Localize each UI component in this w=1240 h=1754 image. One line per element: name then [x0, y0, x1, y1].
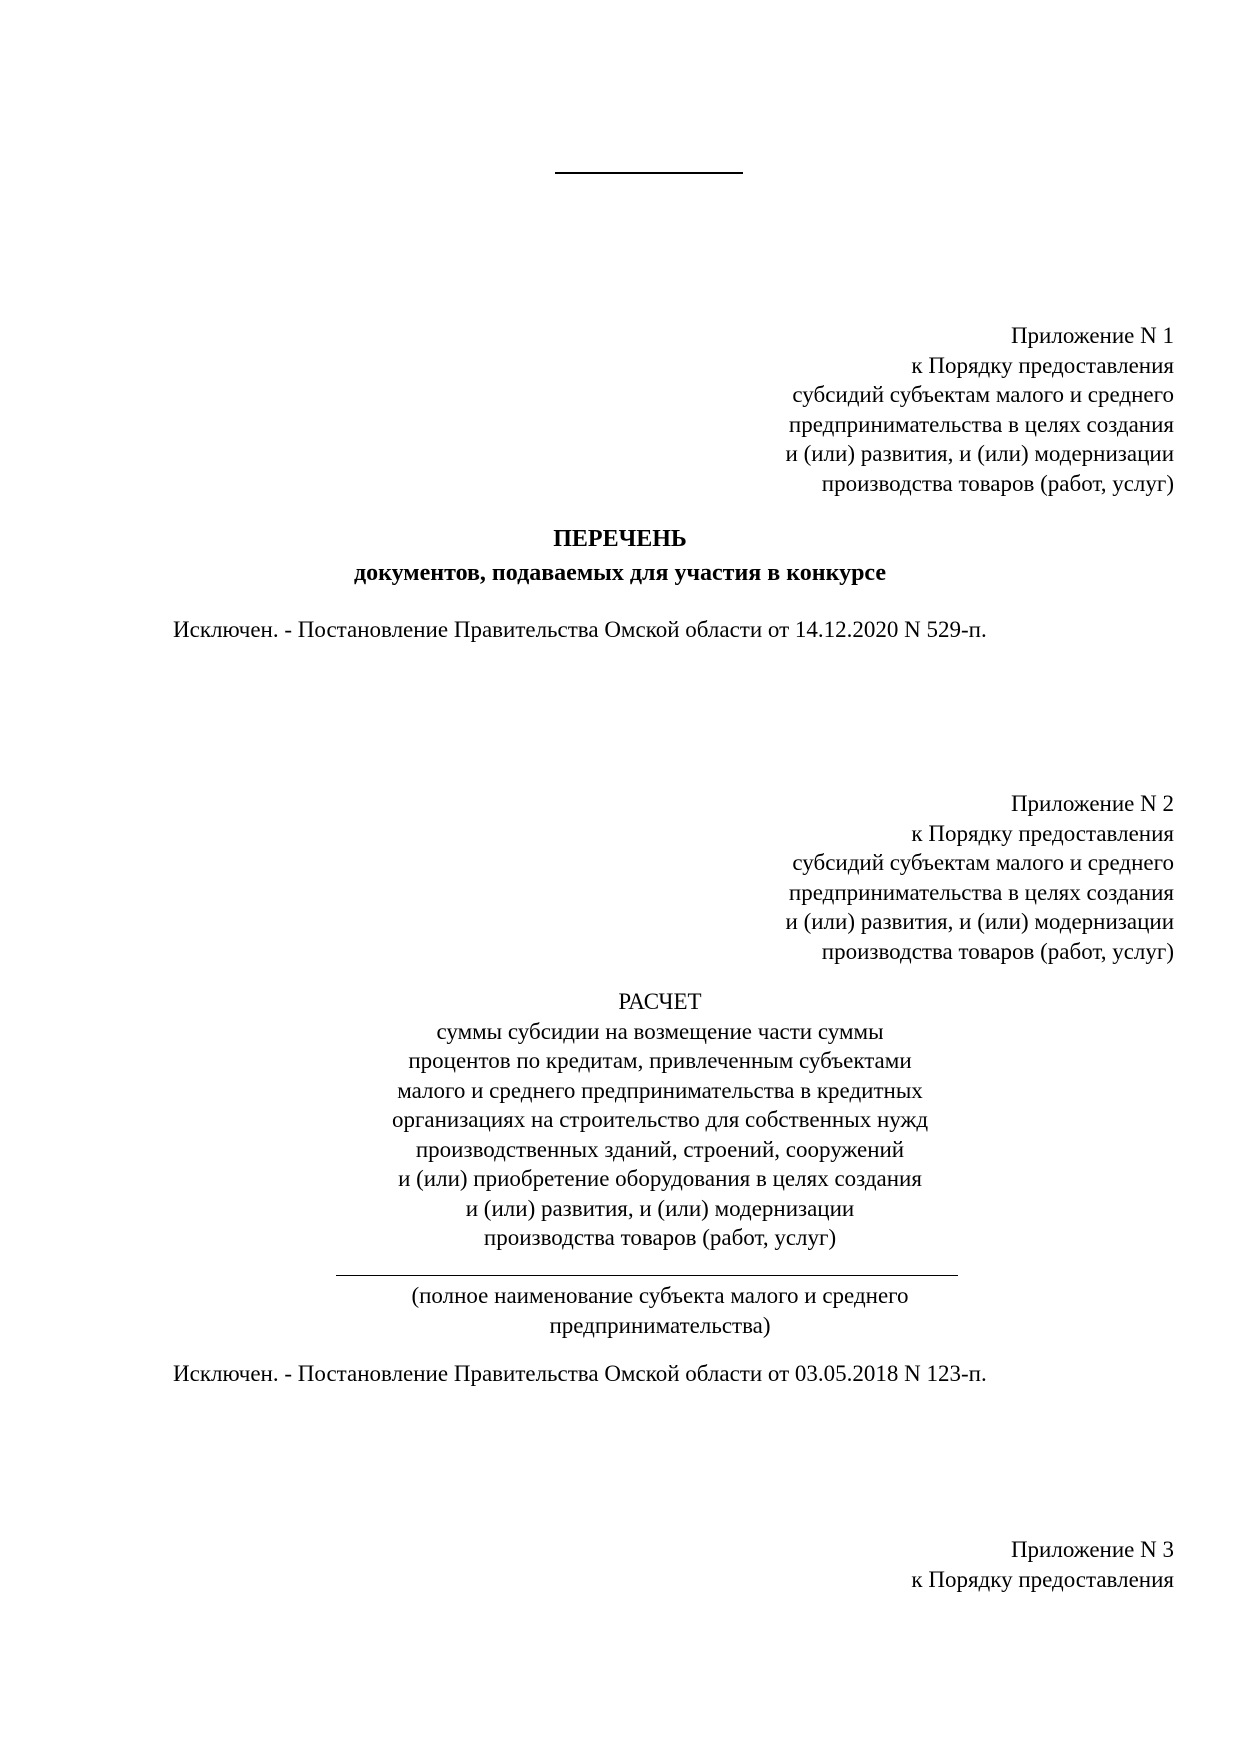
- calculation-line: производственных зданий, строений, сооружений: [415, 1136, 905, 1162]
- entity-name-fill-line: [336, 1275, 958, 1276]
- excluded-note-1: Исключен. - Постановление Правительства Омской области от 14.12.2020 N 529-п.: [173, 617, 987, 642]
- calculation-line: производства товаров (работ, услуг): [483, 1225, 837, 1250]
- calculation-line: процентов по кредитам, привлеченным субъектами: [408, 1048, 912, 1073]
- calculation-heading: РАСЧЕТ: [618, 989, 702, 1014]
- appendix-1-header: [786, 321, 1174, 498]
- caption-line: предпринимательства): [549, 1312, 771, 1338]
- appendix-3-number: Приложение N 3: [1010, 1537, 1174, 1562]
- calculation-line: и (или) развития, и (или) модернизации: [465, 1195, 855, 1221]
- entity-name-caption: [0, 1281, 1240, 1340]
- calculation-line: суммы субсидии на возмещение части суммы: [436, 1018, 884, 1044]
- appendix-1-number: Приложение N 1: [1010, 323, 1174, 348]
- appendix-1-line: субсидий субъектам малого и среднего: [792, 382, 1174, 407]
- list-title-subheading: документов, подаваемых для участия в конкурсе: [353, 560, 887, 586]
- appendix-2-line: предпринимательства в целях создания: [788, 879, 1174, 905]
- top-separator-line: [555, 172, 743, 174]
- appendix-2-line: субсидий субъектам малого и среднего: [792, 850, 1174, 875]
- appendix-2-line: к Порядку предоставления: [911, 820, 1174, 846]
- appendix-2-header: [786, 789, 1174, 966]
- appendix-2-line: производства товаров (работ, услуг): [821, 938, 1174, 964]
- appendix-2-line: и (или) развития, и (или) модернизации: [785, 909, 1174, 934]
- appendix-1-line: и (или) развития, и (или) модернизации: [785, 441, 1174, 466]
- appendix-3-line: к Порядку предоставления: [911, 1566, 1174, 1592]
- list-title-block: [0, 522, 1240, 590]
- calculation-line: и (или) приобретение оборудования в целях создания: [398, 1166, 922, 1191]
- caption-line: (полное наименование субъекта малого и среднего: [411, 1283, 909, 1308]
- appendix-2-number: Приложение N 2: [1010, 791, 1174, 816]
- excluded-note-2: Исключен. - Постановление Правительства Омской области от 03.05.2018 N 123-п.: [173, 1361, 987, 1386]
- appendix-3-header: [911, 1535, 1174, 1594]
- calculation-title-block: [0, 987, 1240, 1253]
- appendix-1-line: предпринимательства в целях создания: [788, 411, 1174, 437]
- calculation-line: организациях на строительство для собственных нужд: [391, 1107, 929, 1132]
- appendix-1-line: к Порядку предоставления: [911, 352, 1174, 378]
- list-title-heading: ПЕРЕЧЕНЬ: [553, 526, 687, 552]
- calculation-line: малого и среднего предпринимательства в кредитных: [397, 1077, 923, 1103]
- appendix-1-line: производства товаров (работ, услуг): [821, 470, 1174, 496]
